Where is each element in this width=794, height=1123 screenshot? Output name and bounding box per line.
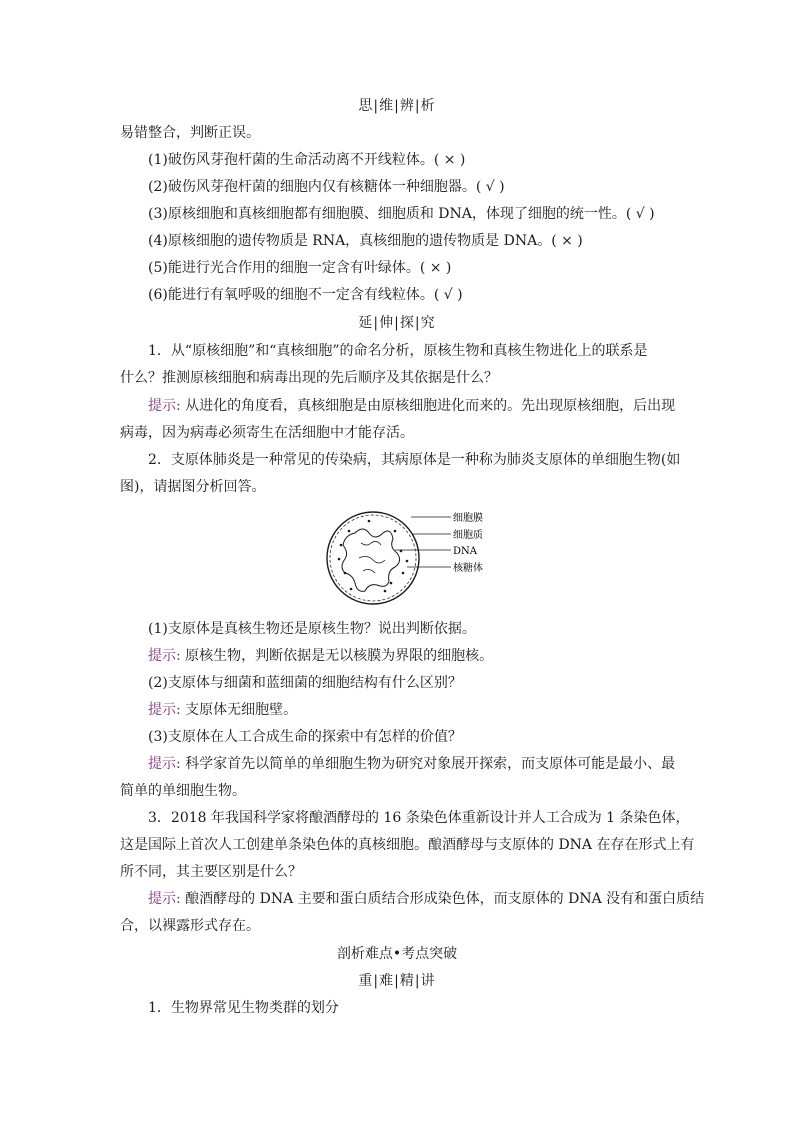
judgment-item-6: (6)能进行有氧呼吸的细胞不一定含有线粒体。( √ )	[148, 287, 463, 303]
mycoplasma-diagram	[325, 503, 495, 613]
section-title-analysis: 剖析难点•考点突破	[336, 946, 458, 962]
question-1-line-1: 1．从“原核细胞”和“真核细胞”的命名分析，原核生物和真核生物进化上的联系是	[148, 343, 648, 359]
label-dna: DNA	[453, 546, 477, 557]
hint-label: 提示:	[148, 891, 181, 907]
question-3-line-3: 所不同，其主要区别是什么？	[120, 864, 302, 880]
question-3-hint-line-1	[148, 889, 704, 909]
hint-label: 提示:	[148, 398, 181, 414]
question-2-line-1: 2．支原体肺炎是一种常见的传染病，其病原体是一种称为肺炎支原体的单细胞生物(如	[148, 452, 681, 468]
question-3-hint-line-2: 合，以裸露形式存在。	[120, 918, 260, 934]
question-2-sub-1-hint	[148, 646, 493, 666]
judgment-item-1: (1)破伤风芽孢杆菌的生命活动离不开线粒体。( × )	[148, 152, 466, 168]
question-2-line-2: 图)，请据图分析回答。	[120, 479, 266, 495]
judgment-item-4: (4)原核细胞的遗传物质是 RNA，真核细胞的遗传物质是 DNA。( × )	[148, 233, 583, 249]
label-ribosome: 核糖体	[453, 563, 483, 574]
ribosome-dots	[338, 520, 409, 593]
question-2-sub-1: (1)支原体是真核生物还是原核生物？说出判断依据。	[148, 621, 476, 637]
label-leader-lines	[395, 517, 451, 567]
hint-text: 从进化的角度看，真核细胞是由原核细胞进化而来的。先出现原核细胞，后出现	[185, 398, 676, 414]
question-1-hint-line-2: 病毒，因为病毒必须寄生在活细胞中才能存活。	[120, 425, 414, 441]
analysis-item-1: 1．生物界常见生物类群的划分	[148, 1000, 339, 1016]
question-2-sub-2-hint	[148, 700, 297, 720]
hint-label: 提示:	[148, 648, 181, 664]
section-subtitle-key-points: 重|难|精|讲	[358, 973, 436, 989]
dna-strands	[359, 541, 385, 573]
judgment-item-5: (5)能进行光合作用的细胞一定含有叶绿体。( × )	[148, 260, 452, 276]
hint-text: 支原体无细胞壁。	[185, 702, 298, 718]
question-2-sub-3: (3)支原体在人工合成生命的探索中有怎样的价值？	[148, 729, 462, 745]
question-3-line-1: 3．2018 年我国科学家将酿酒酵母的 16 条染色体重新设计并人工合成为 1 条染色体，	[148, 810, 690, 826]
judgment-item-3: (3)原核细胞和真核细胞都有细胞膜、细胞质和 DNA，体现了细胞的统一性。( √ )	[148, 206, 655, 222]
hint-text: 科学家首先以简单的单细胞生物为研究对象展开探索，而支原体可能是最小、最	[185, 756, 676, 772]
hint-label: 提示:	[148, 702, 181, 718]
question-2-sub-2: (2)支原体与细菌和蓝细菌的细胞结构有什么区别？	[148, 675, 462, 691]
hint-label: 提示:	[148, 756, 181, 772]
question-3-line-2: 这是国际上首次人工创建单条染色体的真核细胞。酿酒酵母与支原体的 DNA 在存在形式上有	[120, 837, 695, 853]
question-2-sub-3-hint-line-2: 简单的单细胞生物。	[120, 783, 246, 799]
hint-text: 原核生物，判断依据是无以核膜为界限的细胞核。	[185, 648, 494, 664]
question-1-line-2: 什么？推测原核细胞和病毒出现的先后顺序及其依据是什么？	[120, 370, 498, 386]
judgment-item-2: (2)破伤风芽孢杆菌的细胞内仅有核糖体一种细胞器。( √ )	[148, 179, 505, 195]
thinking-intro: 易错整合，判断正误。	[120, 125, 260, 141]
label-cytoplasm: 细胞质	[453, 530, 483, 541]
question-2-sub-3-hint-line-1	[148, 754, 675, 774]
cell-membrane-outline	[327, 512, 419, 604]
hint-text: 酿酒酵母的 DNA 主要和蛋白质结合形成染色体，而支原体的 DNA 没有和蛋白质结	[185, 891, 705, 907]
cell-membrane-inner	[330, 515, 416, 601]
section-title-thinking: 思|维|辨|析	[358, 98, 436, 114]
question-1-hint-line-1	[148, 396, 675, 416]
section-title-extension: 延|伸|探|究	[358, 315, 436, 331]
label-cell-membrane: 细胞膜	[453, 513, 483, 524]
